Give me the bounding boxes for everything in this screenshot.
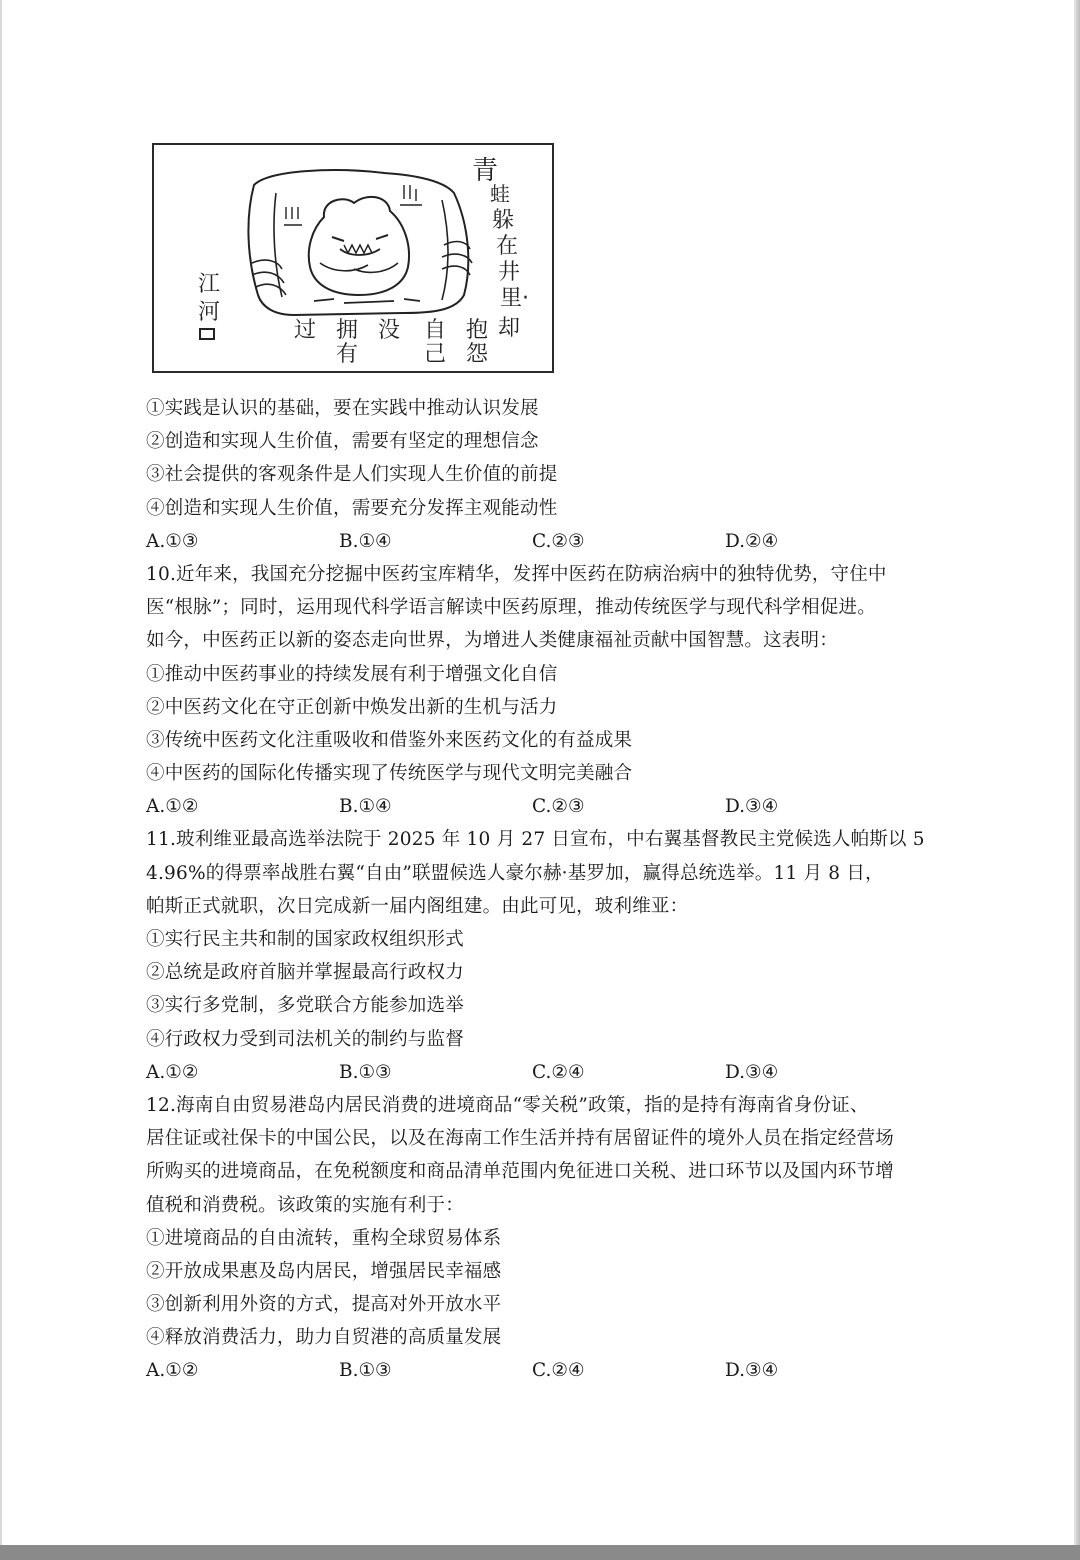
q12-item-4: ④释放消费活力，助力自贸港的高质量发展: [146, 1327, 502, 1349]
q12-item-2: ②开放成果惠及岛内居民，增强居民幸福感: [146, 1260, 502, 1282]
q11-stem-line-1: 11.玻利维亚最高选举法院于 2025 年 10 月 27 日宣布，中右翼基督教民主党候选人帕斯以 5: [146, 829, 925, 851]
svg-text:没: 没: [378, 318, 401, 343]
q9-option-c[interactable]: C.②③: [532, 530, 585, 552]
q10-item-1: ①推动中医药事业的持续发展有利于增强文化自信: [146, 663, 558, 685]
svg-text:河: 河: [198, 300, 221, 325]
cartoon-drawing: [154, 145, 552, 371]
q12-option-d[interactable]: D.③④: [725, 1360, 779, 1382]
q11-options: [146, 1056, 916, 1089]
q11-stem-line-3: 帕斯正式就职，次日完成新一届内阁组建。由此可见，玻利维亚：: [146, 895, 689, 917]
bottom-scroll-bar: [0, 1545, 1080, 1560]
svg-text:拥: 拥: [336, 318, 359, 343]
q11-option-b[interactable]: B.①③: [339, 1061, 392, 1083]
q9-options: [146, 525, 916, 558]
q10-item-2: ②中医药文化在守正创新中焕发出新的生机与活力: [146, 696, 558, 718]
q9-item-1: ①实践是认识的基础，要在实践中推动认识发展: [146, 398, 539, 419]
q10-stem-line-3: 如今，中医药正以新的姿态走向世界，为增进人类健康福祉贡献中国智慧。这表明：: [146, 630, 838, 652]
svg-text:江: 江: [198, 272, 221, 297]
q11-option-c[interactable]: C.②④: [532, 1061, 585, 1083]
q12-item-1: ①进境商品的自由流转，重构全球贸易体系: [146, 1227, 502, 1249]
q12-option-b[interactable]: B.①③: [339, 1360, 392, 1382]
q11-option-a[interactable]: A.①②: [146, 1061, 199, 1083]
q10-option-c[interactable]: C.②③: [532, 796, 585, 818]
q9-item-3: ③社会提供的客观条件是人们实现人生价值的前提: [146, 464, 558, 486]
q10-item-4: ④中医药的国际化传播实现了传统医学与现代文明完美融合: [146, 763, 633, 785]
svg-text:蛙: 蛙: [490, 182, 510, 206]
q9-option-d[interactable]: D.②④: [725, 530, 779, 552]
svg-text:自: 自: [424, 318, 447, 343]
svg-text:过: 过: [294, 318, 317, 343]
svg-text:在: 在: [496, 234, 519, 259]
svg-text:里·: 里·: [500, 286, 529, 311]
q10-option-d[interactable]: D.③④: [725, 796, 779, 818]
svg-text:躲: 躲: [492, 208, 515, 233]
q10-option-b[interactable]: B.①④: [339, 796, 392, 818]
q10-options: [146, 790, 916, 823]
q12-stem-line-4: 值税和消费税。该政策的实施有利于：: [146, 1194, 464, 1216]
q11-item-3: ③实行多党制，多党联合方能参加选举: [146, 995, 464, 1017]
page-right-edge: [1074, 0, 1080, 1545]
q10-item-3: ③传统中医药文化注重吸收和借鉴外来医药文化的有益成果: [146, 729, 633, 751]
q11-item-4: ④行政权力受到司法机关的制约与监督: [146, 1028, 464, 1050]
q11-item-2: ②总统是政府首脑并掌握最高行政权力: [146, 962, 464, 984]
svg-text:抱: 抱: [466, 318, 489, 343]
svg-text:己: 己: [424, 342, 447, 367]
q12-stem-line-2: 居住证或社保卡的中国公民，以及在海南工作生活并持有居留证件的境外人员在指定经营场: [146, 1128, 895, 1150]
svg-text:有: 有: [336, 342, 359, 367]
q12-option-a[interactable]: A.①②: [146, 1360, 199, 1382]
q10-option-a[interactable]: A.①②: [146, 796, 199, 818]
svg-text:青: 青: [472, 156, 499, 186]
q9-option-b[interactable]: B.①④: [339, 530, 392, 552]
page-left-edge: [0, 0, 2, 1545]
svg-text:却: 却: [498, 316, 521, 341]
q9-item-4: ④创造和实现人生价值，需要充分发挥主观能动性: [146, 497, 558, 519]
q12-options: [146, 1354, 916, 1387]
q11-stem-line-2: 4.96%的得票率战胜右翼“自由”联盟候选人豪尔赫·基罗加，赢得总统选举。11 月 8 日，: [146, 862, 884, 884]
frog-in-well-cartoon: [152, 143, 554, 373]
q11-item-1: ①实行民主共和制的国家政权组织形式: [146, 929, 464, 950]
q12-stem-line-3: 所购买的进境商品，在免税额度和商品清单范围内免征进口关税、进口环节以及国内环节增: [146, 1161, 895, 1183]
q12-item-3: ③创新利用外资的方式，提高对外开放水平: [146, 1294, 502, 1316]
q12-option-c[interactable]: C.②④: [532, 1360, 585, 1382]
q11-option-d[interactable]: D.③④: [725, 1061, 779, 1083]
q10-stem-line-1: 10.近年来，我国充分挖掘中医药宝库精华，发挥中医药在防病治病中的独特优势，守住中: [146, 563, 887, 585]
q12-stem-line-1: 12.海南自由贸易港岛内居民消费的进境商品“零关税”政策，指的是持有海南省身份证、: [146, 1094, 869, 1116]
svg-text:井: 井: [498, 260, 521, 285]
q10-stem-line-2: 医“根脉”；同时，运用现代科学语言解读中医药原理，推动传统医学与现代科学相促进。: [146, 597, 876, 619]
questions-content: [146, 392, 925, 1388]
svg-text:怨: 怨: [466, 342, 489, 367]
q9-item-2: ②创造和实现人生价值，需要有坚定的理想信念: [146, 431, 539, 453]
q9-option-a[interactable]: A.①③: [146, 530, 199, 552]
